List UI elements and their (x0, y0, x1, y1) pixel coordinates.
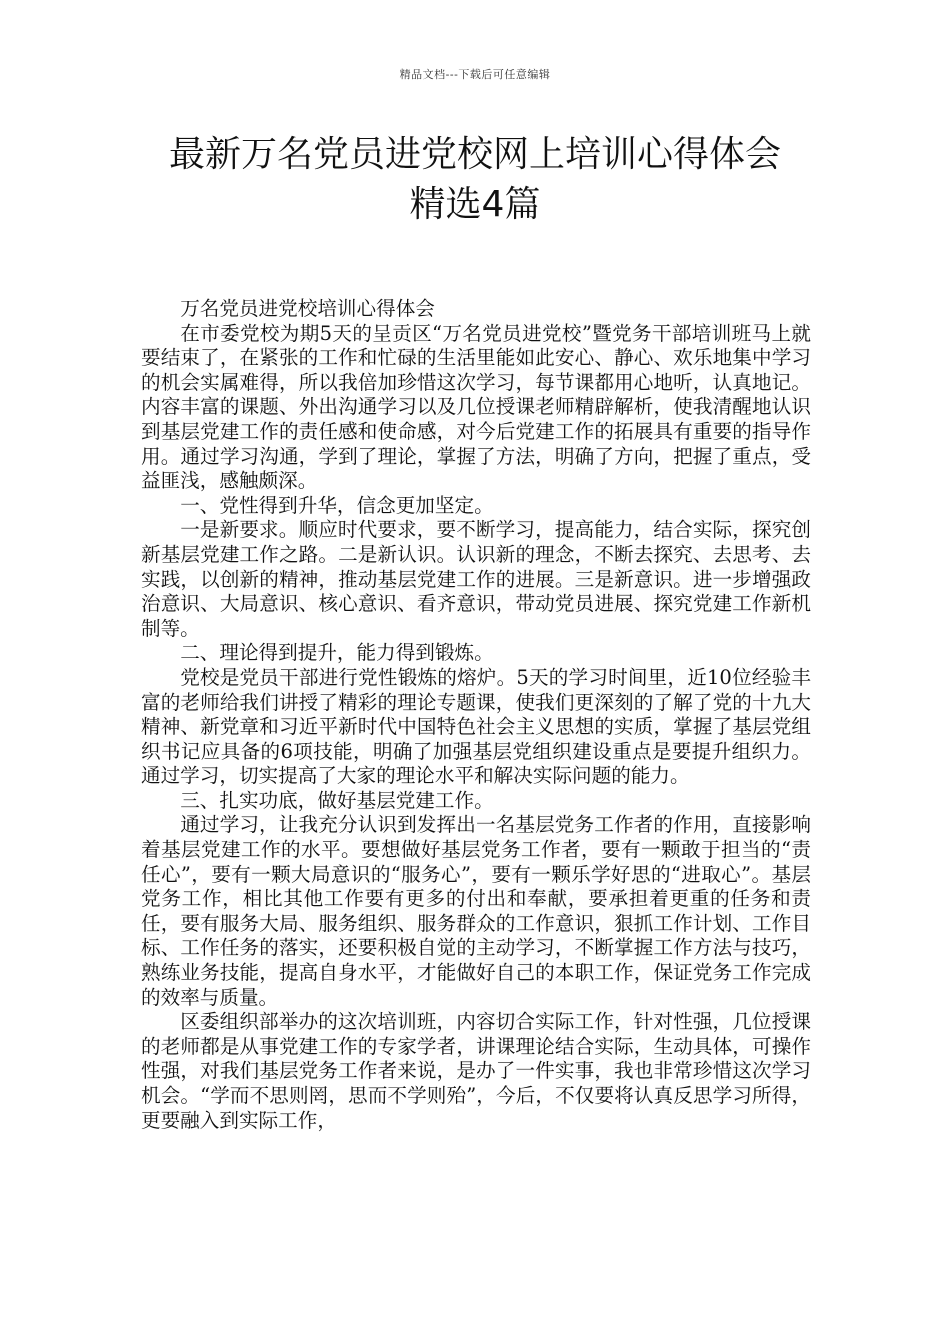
document-title-line-1: 最新万名党员进党校网上培训心得体会 (168, 134, 781, 175)
body-paragraph: 通过学习，让我充分认识到发挥出一名基层党务工作者的作用，直接影响着基层党建工作的水平。要想做好基层党务工作者，要有一颗敢于担当的“责任心”，要有一颗大局意识的“服务心”，要有一颗乐学好思的“进取心”。基层党务工作，相比其他工作要有更多的付出和奉献，要承担着更重的任务和责任，要有服务大局、服务组织、服务群众的工作意识，狠抓工作计划、工作目标、工作任务的落实，还要积极自觉的主动学习，不断掌握工作方法与技巧，熟练业务技能，提高自身水平，才能做好自己的本职工作，保证党务工作完成的效率与质量。 (141, 813, 811, 1009)
body-paragraph: 在市委党校为期5天的呈贡区“万名党员进党校”暨党务干部培训班马上就要结束了，在紧张的工作和忙碌的生活里能如此安心、静心、欢乐地集中学习的机会实属难得，所以我倍加珍惜这次学习，每节课都用心地听，认真地记。内容丰富的课题、外出沟通学习以及几位授课老师精辟解析，使我清醒地认识到基层党建工作的责任感和使命感，对今后党建工作的拓展具有重要的指导作用。通过学习沟通，学到了理论，掌握了方法，明确了方向，把握了重点，受益匪浅，感触颇深。 (141, 321, 811, 493)
section-heading: 万名党员进党校培训心得体会 (180, 297, 435, 320)
subheading-2: 二、理论得到提升，能力得到锻炼。 (180, 641, 494, 665)
body-paragraph: 党校是党员干部进行党性锻炼的熔炉。5天的学习时间里，近10位经验丰富的老师给我们讲授了精彩的理论专题课，使我们更深刻的了解了党的十九大精神、新党章和习近平新时代中国特色社会主义思想的实质，掌握了基层党组织书记应具备的6项技能，明确了加强基层党组织建设重点是要提升组织力。通过学习，切实提高了大家的理论水平和解决实际问题的能力。 (141, 665, 811, 788)
header-note: 精品文档---下载后可任意编辑 (399, 68, 551, 81)
body-paragraph: 一是新要求。顺应时代要求，要不断学习，提高能力，结合实际，探究创新基层党建工作之路。二是新认识。认识新的理念，不断去探究、去思考、去实践，以创新的精神，推动基层党建工作的进展。三是新意识。进一步增强政治意识、大局意识、核心意识、看齐意识，带动党员进展、探究党建工作新机制等。 (141, 518, 811, 640)
document-title (100, 130, 850, 230)
document-title-line-2: 精选4篇 (409, 184, 541, 225)
subheading-1: 一、党性得到升华，信念更加坚定。 (180, 493, 494, 517)
body-paragraph: 区委组织部举办的这次培训班，内容切合实际工作，针对性强，几位授课的老师都是从事党建工作的专家学者，讲课理论结合实际，生动具体，可操作性强，对我们基层党务工作者来说，是办了一件实事，我也非常珍惜这次学习机会。“学而不思则罔，思而不学则殆”，今后，不仅要将认真反思学习所得，更要融入到实际工作， (141, 1010, 811, 1132)
document-body (141, 297, 811, 1133)
subheading-3: 三、扎实功底，做好基层党建工作。 (180, 788, 494, 812)
